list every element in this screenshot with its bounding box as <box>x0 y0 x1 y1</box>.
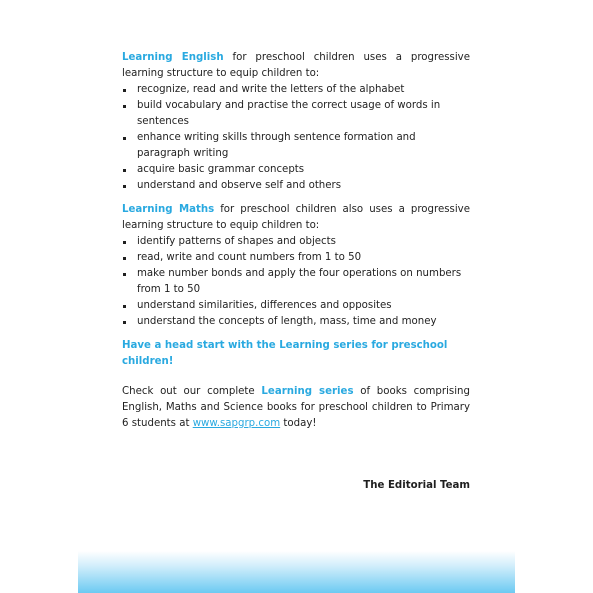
english-title: Learning English <box>122 52 224 63</box>
closing-paragraph <box>122 384 470 432</box>
footer-gradient-band <box>78 551 515 593</box>
list-item: understand the concepts of length, mass, time and money <box>122 314 470 330</box>
maths-intro-text: for preschool children also uses a progressive learning structure to equip children to: <box>122 204 470 231</box>
content-column <box>122 50 470 494</box>
list-item: understand similarities, differences and opposites <box>122 298 470 314</box>
closing-post: today! <box>283 418 317 429</box>
series-name: Learning series <box>261 386 354 397</box>
signoff: The Editorial Team <box>363 480 470 491</box>
english-intro-paragraph <box>122 50 470 82</box>
maths-title: Learning Maths <box>122 204 215 215</box>
list-item: build vocabulary and practise the correct usage of words in sentences <box>122 98 470 130</box>
english-goals-list <box>122 82 470 194</box>
maths-goals-list <box>122 234 470 330</box>
english-intro-text: for preschool children uses a progressive learning structure to equip children to: <box>122 52 470 79</box>
list-item: read, write and count numbers from 1 to 50 <box>122 250 470 266</box>
list-item: acquire basic grammar concepts <box>122 162 470 178</box>
website-link[interactable]: www.sapgrp.com <box>192 418 281 429</box>
list-item: understand and observe self and others <box>122 178 470 194</box>
closing-mid: of books comprising English, Maths and Science books for preschool children to Primary 6 students at <box>122 386 470 429</box>
headline: Have a head start with the Learning series for preschool children! <box>122 340 448 367</box>
list-item: enhance writing skills through sentence formation and paragraph writing <box>122 130 470 162</box>
list-item: make number bonds and apply the four operations on numbers from 1 to 50 <box>122 266 470 298</box>
maths-intro-paragraph <box>122 202 470 234</box>
closing-pre: Check out our complete <box>122 386 255 397</box>
list-item: recognize, read and write the letters of the alphabet <box>122 82 470 98</box>
list-item: identify patterns of shapes and objects <box>122 234 470 250</box>
